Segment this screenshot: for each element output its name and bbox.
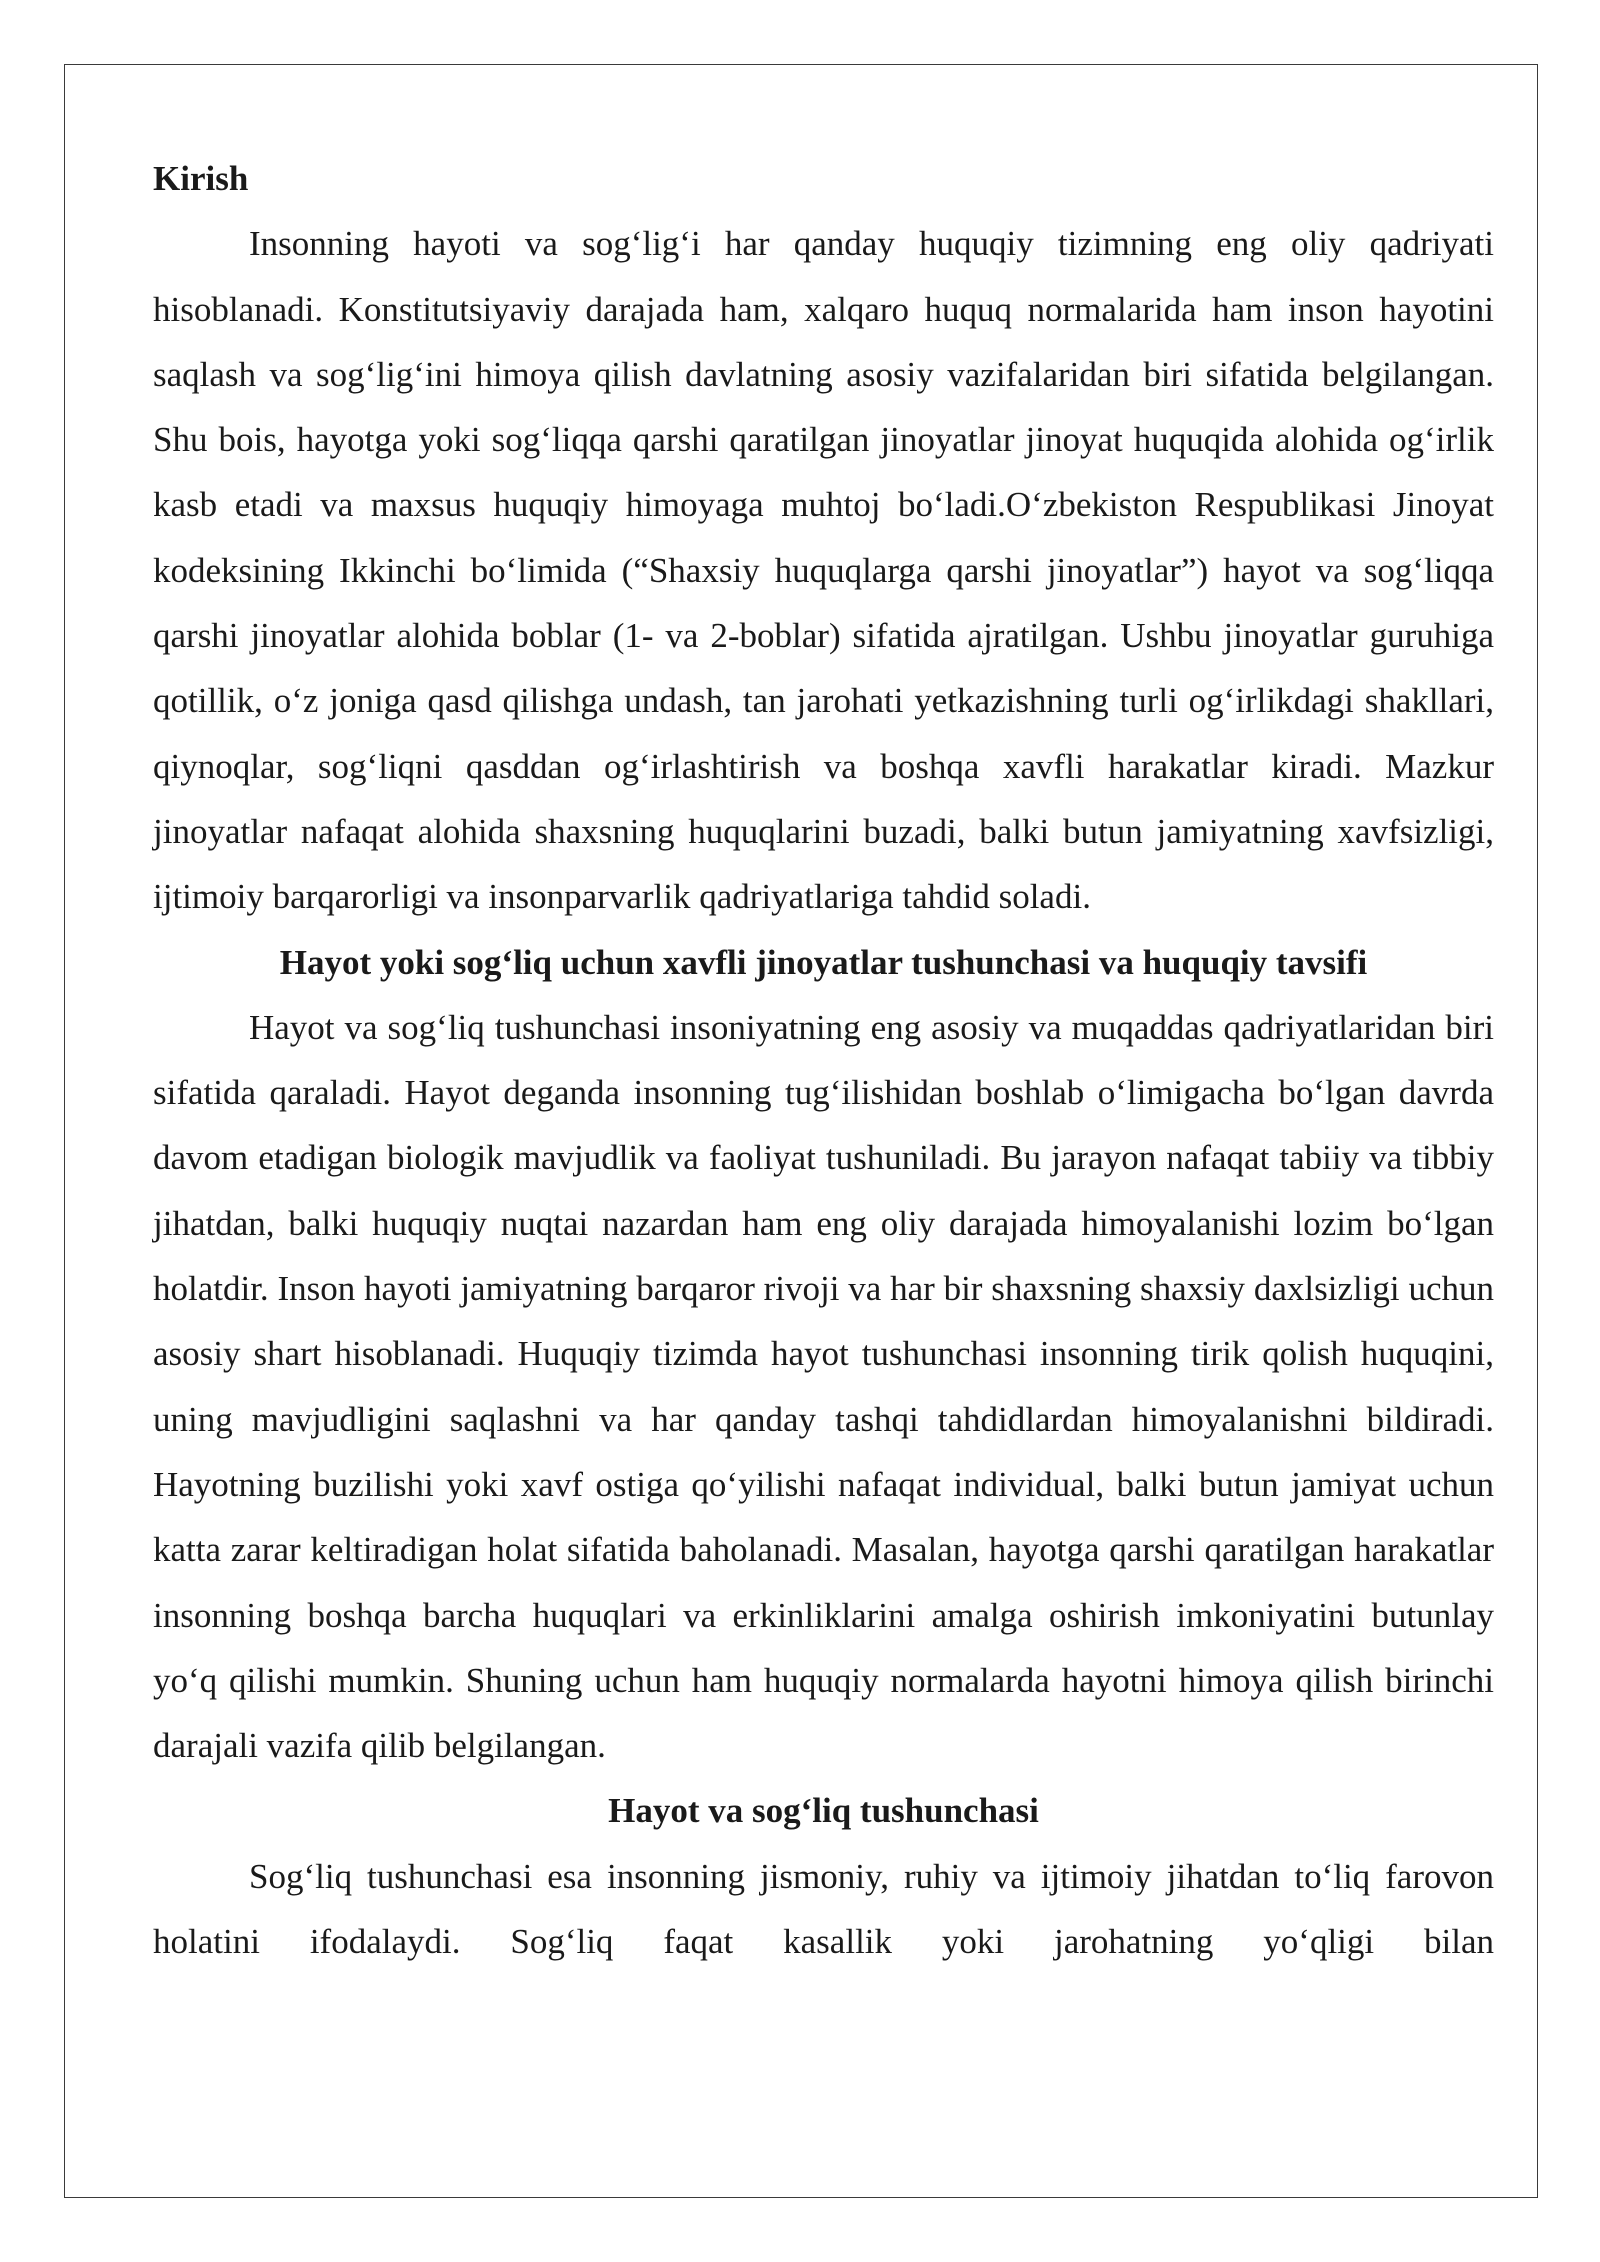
section-2-paragraph: Sog‘liq tushunchasi esa insonning jismoniy, ruhiy va ijtimoiy jihatdan to‘liq farovon holatini ifodalaydi. Sog‘liq faqat kasallik yoki jarohatning yo‘qligi bilan bbox=[153, 1856, 1494, 1962]
intro-paragraph: Insonning hayoti va sog‘lig‘i har qanday huquqiy tizimning eng oliy qadriyati hisoblanadi. Konstitutsiyaviy darajada ham, xalqaro huquq normalarida ham inson hayotini saqlash va sog‘lig‘ini himoya qilish davlatning asosiy vazifalaridan biri sifatida belgilangan. Shu bois, hayotga yoki sog‘liqqa qarshi qaratilgan jinoyatlar jinoyat huquqida alohida og‘irlik kasb etadi va maxsus huquqiy himoyaga muhtoj bo‘ladi.O‘zbekiston Respublikasi Jinoyat kodeksining Ikkinchi bo‘limida (“Shaxsiy huquqlarga qarshi jinoyatlar”) hayot va sog‘liqqa qarshi jinoyatlar alohida boblar (1- va 2-boblar) sifatida ajratilgan. Ushbu jinoyatlar guruhiga qotillik, o‘z joniga qasd qilishga undash, tan jarohati yetkazishning turli og‘irlikdagi shakllari, qiynoqlar, sog‘liqni qasddan og‘irlashtirish va boshqa xavfli harakatlar kiradi. Mazkur jinoyatlar nafaqat alohida shaxsning huquqlarini buzadi, balki butun jamiyatning xavfsizligi, ijtimoiy barqarorligi va insonparvarlik qadriyatlariga tahdid soladi. bbox=[153, 224, 1494, 917]
section-1-heading: Hayot yoki sog‘liq uchun xavfli jinoyatlar tushunchasi va huquqiy tavsifi bbox=[279, 942, 1368, 982]
heading-kirish: Kirish bbox=[153, 159, 249, 198]
section-1-paragraph: Hayot va sog‘liq tushunchasi insoniyatning eng asosiy va muqaddas qadriyatlaridan biri sifatida qaraladi. Hayot deganda insonning tug‘ilishidan boshlab o‘limigacha bo‘lgan davrda davom etadigan biologik mavjudlik va faoliyat tushuniladi. Bu jarayon nafaqat tabiiy va tibbiy jihatdan, balki huquqiy nuqtai nazardan ham eng oliy darajada himoyalanishi lozim bo‘lgan holatdir. Inson hayoti jamiyatning barqaror rivoji va har bir shaxsning shaxsiy daxlsizligi uchun asosiy shart hisoblanadi. Huquqiy tizimda hayot tushunchasi insonning tirik qolish huquqini, uning mavjudligini saqlashni va har qanday tashqi tahdidlardan himoyalanishni bildiradi. Hayotning buzilishi yoki xavf ostiga qo‘yilishi nafaqat individual, balki butun jamiyat uchun katta zarar keltiradigan holat sifatida baholanadi. Masalan, hayotga qarshi qaratilgan harakatlar insonning boshqa barcha huquqlari va erkinliklarini amalga oshirish imkoniyatini butunlay yo‘q qilishi mumkin. Shuning uchun ham huquqiy normalarda hayotni himoya qilish birinchi darajali vazifa qilib belgilangan. bbox=[153, 1007, 1494, 1766]
document-body bbox=[153, 146, 1494, 1974]
section-2-heading: Hayot va sog‘liq tushunchasi bbox=[608, 1791, 1039, 1831]
